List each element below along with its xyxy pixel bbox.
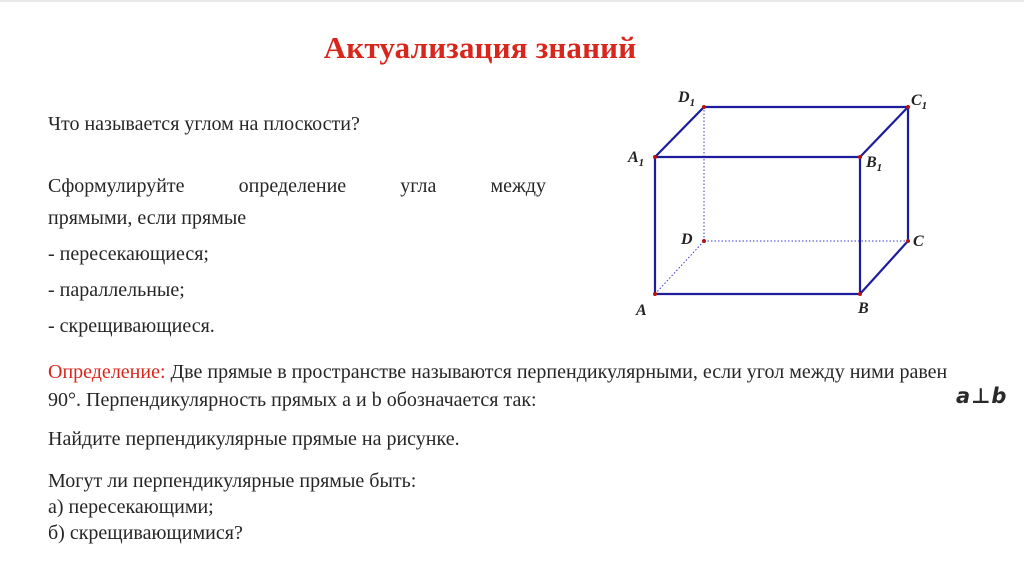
vertex-D1-point [702,105,706,109]
page-title: Актуализация знаний [323,30,637,65]
perpendicular-symbol: a⊥b [956,384,1008,408]
top-divider [0,0,1024,2]
vertex-C1-point [906,105,910,109]
definition-text: Две прямые в пространстве называются перпендикулярными, если угол между ними равен 90°. Перпендикулярность прямых а и b обозначается так: [48,361,948,411]
list-item: - пересекающиеся; [48,243,209,265]
can-question-option-a: а) пересекающими; [48,496,214,518]
question-angle-lines-line1: Сформулируйте определение угла между [48,175,546,197]
vertex-A-point [653,292,657,296]
parallelepiped-figure [600,80,960,330]
definition-label: Определение: [48,361,166,383]
find-perpendicular-text: Найдите перпендикулярные прямые на рисунке. [48,428,460,450]
can-perpendicular-question [48,468,416,546]
question-angle-plane: Что называется углом на плоскости? [48,113,360,135]
definition-block [48,358,948,414]
vertex-B1-point [858,155,862,159]
top-edges [655,107,908,157]
right-edges [860,107,908,294]
vertex-label-B: B [858,300,869,317]
front-face [655,157,860,294]
vertex-B-point [858,292,862,296]
vertex-C-point [906,239,910,243]
list-item: - параллельные; [48,279,185,301]
vertex-label-C: C [913,233,924,250]
vertex-label-D1: $D_1$ [678,89,696,109]
vertex-A1-point [653,155,657,159]
vertex-label-B1: $B_1$ [866,154,883,174]
question-angle-lines-list [48,202,246,346]
vertex-label-C1: $C_1$ [911,92,928,112]
vertex-label-A1: $A_1$ [628,149,645,169]
question-angle-lines-line2: прямыми, если прямые [48,207,247,229]
vertex-label-D: D [681,231,693,248]
list-item: - скрещивающиеся. [48,315,215,337]
vertex-D-point [702,239,706,243]
vertex-points [653,105,910,296]
hidden-edge-AD [655,241,704,294]
can-question-option-b: б) скрещивающимися? [48,522,243,544]
can-question-line1: Могут ли перпендикулярные прямые быть: [48,470,417,492]
vertex-label-A: A [636,302,647,319]
